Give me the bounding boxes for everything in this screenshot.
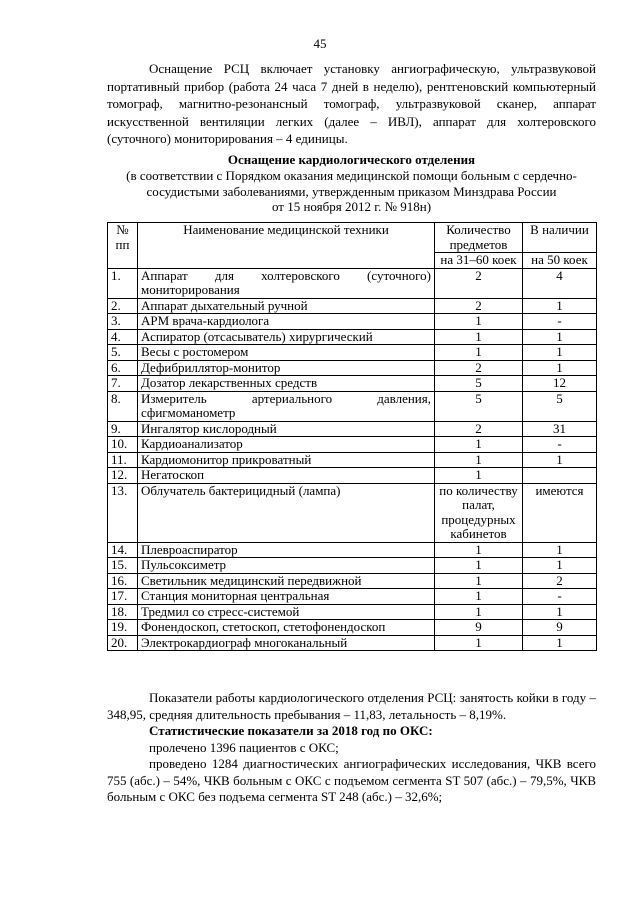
row-num: 6. xyxy=(108,360,138,376)
intro-paragraph: Оснащение РСЦ включает установку ангиографическую, ультразвуковой портативный прибор (работа 24 часа 7 дней в неделю), рентгеновский компьютерный томограф, магнитно-резонансный томограф, ультразвуковой сканер, аппарат искусственной вентиляции легких (далее – ИВЛ), аппарат для холтеровского (суточного) мониторирования – 4 единицы. xyxy=(107,61,596,146)
row-have: 1 xyxy=(523,542,597,558)
table-row xyxy=(108,589,597,605)
row-name: Пульсоксиметр xyxy=(138,558,435,574)
row-num: 12. xyxy=(108,468,138,484)
row-have: - xyxy=(523,589,597,605)
performance-paragraph: Показатели работы кардиологического отделения РСЦ: занятость койки в году – 348,95, средняя длительность пребывания – 11,83, летальность – 8,19%. xyxy=(107,690,596,722)
row-have: - xyxy=(523,437,597,453)
row-have: 9 xyxy=(523,620,597,636)
row-qty: 1 xyxy=(435,589,523,605)
row-name: Негатоскоп xyxy=(138,468,435,484)
row-have: 1 xyxy=(523,558,597,574)
table-row xyxy=(108,314,597,330)
table-row xyxy=(108,268,597,298)
row-qty: 1 xyxy=(435,452,523,468)
row-qty: 2 xyxy=(435,421,523,437)
row-num: 8. xyxy=(108,391,138,421)
table-row xyxy=(108,360,597,376)
table-row xyxy=(108,345,597,361)
row-num: 15. xyxy=(108,558,138,574)
row-qty: 2 xyxy=(435,298,523,314)
row-name: Аппарат для холтеровского (суточного) мониторирования xyxy=(138,268,435,298)
oks-stats-title: Статистические показатели за 2018 год по ОКС: xyxy=(149,723,433,738)
row-name: Кардиомонитор прикроватный xyxy=(138,452,435,468)
treated-paragraph: пролечено 1396 пациентов с ОКС; xyxy=(149,739,339,755)
row-qty: 5 xyxy=(435,376,523,392)
row-qty: 1 xyxy=(435,542,523,558)
table-row xyxy=(108,483,597,542)
row-have: 1 xyxy=(523,635,597,651)
row-name: Измеритель артериального давления, сфигмоманометр xyxy=(138,391,435,421)
row-have: 4 xyxy=(523,268,597,298)
row-qty: 1 xyxy=(435,437,523,453)
row-have: 12 xyxy=(523,376,597,392)
row-qty: 2 xyxy=(435,360,523,376)
row-name: Облучатель бактерицидный (лампа) xyxy=(138,483,435,542)
row-num: 3. xyxy=(108,314,138,330)
table-row xyxy=(108,329,597,345)
table-row xyxy=(108,468,597,484)
row-have: 1 xyxy=(523,345,597,361)
table-row xyxy=(108,573,597,589)
table-row xyxy=(108,421,597,437)
row-name: Весы с ростомером xyxy=(138,345,435,361)
row-num: 19. xyxy=(108,620,138,636)
header-qty: Количество предметов xyxy=(435,223,523,253)
row-name: Дефибриллятор-монитор xyxy=(138,360,435,376)
row-num: 17. xyxy=(108,589,138,605)
section-title: Оснащение кардиологического отделения xyxy=(227,152,476,167)
row-have: 2 xyxy=(523,573,597,589)
row-num: 2. xyxy=(108,298,138,314)
table-row xyxy=(108,452,597,468)
row-name: Ингалятор кислородный xyxy=(138,421,435,437)
header-have-sub: на 50 коек xyxy=(523,253,597,269)
row-num: 20. xyxy=(108,635,138,651)
row-have: - xyxy=(523,314,597,330)
row-have: 1 xyxy=(523,360,597,376)
row-num: 14. xyxy=(108,542,138,558)
table-row xyxy=(108,376,597,392)
row-name: Кардиоанализатор xyxy=(138,437,435,453)
row-qty: 2 xyxy=(435,268,523,298)
header-have: В наличии xyxy=(523,223,597,253)
row-qty: 1 xyxy=(435,558,523,574)
row-num: 4. xyxy=(108,329,138,345)
row-name: Плевроаспиратор xyxy=(138,542,435,558)
row-name: Электрокардиограф многоканальный xyxy=(138,635,435,651)
row-have: 1 xyxy=(523,452,597,468)
header-name: Наименование медицинской техники xyxy=(138,223,435,269)
row-num: 9. xyxy=(108,421,138,437)
row-have: 1 xyxy=(523,298,597,314)
row-num: 7. xyxy=(108,376,138,392)
row-num: 1. xyxy=(108,268,138,298)
section-subtitle xyxy=(107,168,596,215)
section-subtitle-line: (в соответствии с Порядком оказания медицинской помощи больным с сердечно- xyxy=(126,168,577,183)
table-header xyxy=(108,223,597,269)
row-num: 16. xyxy=(108,573,138,589)
row-qty: 1 xyxy=(435,314,523,330)
table-row xyxy=(108,558,597,574)
header-qty-sub: на 31–60 коек xyxy=(435,253,523,269)
row-name: Аппарат дыхательный ручной xyxy=(138,298,435,314)
row-name: Светильник медицинский передвижной xyxy=(138,573,435,589)
section-subtitle-line: от 15 ноября 2012 г. № 918н) xyxy=(271,199,432,214)
header-num: № пп xyxy=(108,223,138,269)
table-row xyxy=(108,437,597,453)
row-qty: 1 xyxy=(435,329,523,345)
row-have: имеются xyxy=(523,483,597,542)
row-have: 5 xyxy=(523,391,597,421)
row-qty: 1 xyxy=(435,604,523,620)
row-name: Тредмил со стресс-системой xyxy=(138,604,435,620)
row-name: Дозатор лекарственных средств xyxy=(138,376,435,392)
row-have: 1 xyxy=(523,604,597,620)
row-name: АРМ врача-кардиолога xyxy=(138,314,435,330)
table-row xyxy=(108,604,597,620)
stats-block xyxy=(107,690,596,806)
row-qty: по количеству палат, процедурных кабинетов xyxy=(435,483,523,542)
row-num: 18. xyxy=(108,604,138,620)
row-num: 5. xyxy=(108,345,138,361)
table-body xyxy=(108,268,597,651)
row-have: 1 xyxy=(523,329,597,345)
row-qty: 1 xyxy=(435,635,523,651)
page-number: 45 xyxy=(313,36,327,51)
row-name: Аспиратор (отсасыватель) хирургический xyxy=(138,329,435,345)
row-qty: 1 xyxy=(435,345,523,361)
row-name: Станция мониторная центральная xyxy=(138,589,435,605)
section-subtitle-line: сосудистыми заболеваниями, утвержденным приказом Минздрава России xyxy=(146,183,557,199)
row-num: 13. xyxy=(108,483,138,542)
row-qty: 5 xyxy=(435,391,523,421)
row-qty: 9 xyxy=(435,620,523,636)
row-qty: 1 xyxy=(435,573,523,589)
row-name: Фонендоскоп, стетоскоп, стетофонендоскоп xyxy=(138,620,435,636)
row-have xyxy=(523,468,597,484)
row-num: 11. xyxy=(108,452,138,468)
table-row xyxy=(108,298,597,314)
table-row xyxy=(108,620,597,636)
table-row xyxy=(108,391,597,421)
equipment-table xyxy=(107,222,597,651)
table-row xyxy=(108,542,597,558)
row-qty: 1 xyxy=(435,468,523,484)
row-have: 31 xyxy=(523,421,597,437)
table-row xyxy=(108,635,597,651)
procedures-paragraph: проведено 1284 диагностических ангиографических исследования, ЧКВ всего 755 (абс.) – 54%, ЧКВ больным с ОКС с подъемом сегмента ST 507 (абс.) – 79,5%, ЧКВ больным с ОКС без подъема сегмента ST 248 (абс.) – 32,6%; xyxy=(107,756,596,804)
row-num: 10. xyxy=(108,437,138,453)
